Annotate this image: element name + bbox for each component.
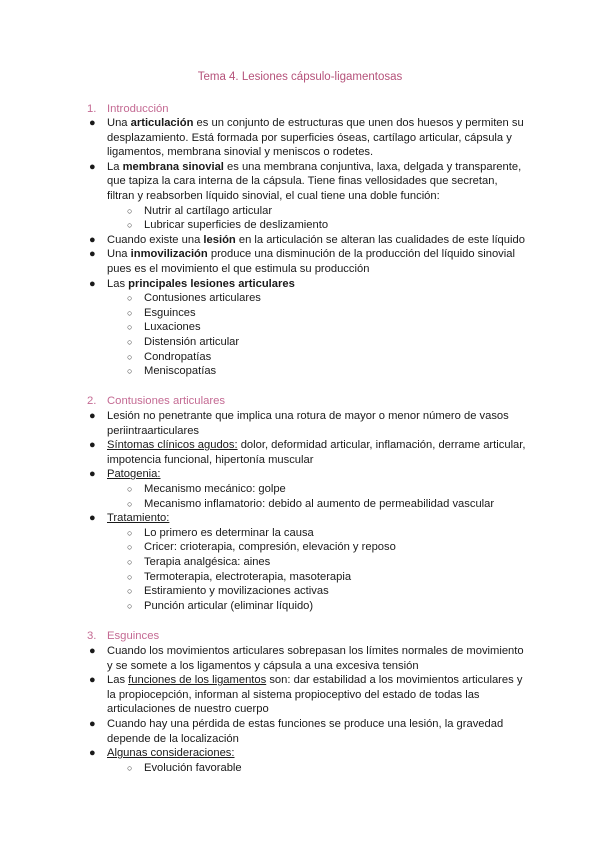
section-number: 1. [87,103,97,115]
sub-item-text: Esguinces [144,306,196,319]
sub-list-item [87,761,527,776]
sub-list-item [87,204,527,219]
item-bold-text: lesión [203,233,236,246]
item-bold-text: principales lesiones articulares [128,277,295,290]
item-text: Una [107,248,131,261]
circle-bullet-icon: ○ [127,498,133,509]
list-item [87,277,527,292]
item-underlined-text: Algunas consideraciones: [107,747,235,760]
item-text: es un conjunto de estructuras que unen dos huesos y permiten su desplazamiento. Está formada por superficies óseas, cartílago articular, cápsula y ligamentos, membrana sinovial y meniscos o rodetes. [107,117,524,159]
circle-bullet-icon: ○ [127,483,133,494]
item-text: produce una disminución de la producción del líquido sinovial pues es el movimiento el que estimula su producción [107,248,515,275]
item-bold-text: inmovilización [130,248,208,261]
sub-list-item [87,526,527,541]
bullet-icon: ● [89,645,96,657]
section-body-esguinces [87,644,527,775]
bullet-icon: ● [89,117,96,129]
item-text: es una membrana conjuntiva, laxa, delgada y transparente, que tapiza la cara interna de la cápsula. Tiene finas vellosidades que secretan, filtran y reabsorben líquido sinovial, el cual tiene una doble función: [107,160,522,202]
circle-bullet-icon: ○ [127,205,133,216]
list-item [87,717,527,746]
sub-list-item [87,364,527,379]
list-item [87,116,527,160]
sub-list-item [87,335,527,350]
sub-list-item [87,497,527,512]
item-text: Cuando existe una [107,233,204,246]
section-body-introduccion [87,116,527,379]
circle-bullet-icon: ○ [127,351,133,362]
section-title: Esguinces [107,630,160,642]
sub-list-item [87,291,527,306]
sub-item-text: Contusiones articulares [144,292,261,305]
sub-item-text: Distensión articular [144,335,240,348]
sub-list-item [87,350,527,365]
item-text: Cuando hay una pérdida de estas funciones se produce una lesión, la gravedad depende de la localización [107,717,504,745]
item-bold-text: membrana sinovial [122,160,224,173]
item-text: La [107,160,123,173]
bullet-icon: ● [89,277,96,290]
sub-list-item [87,570,527,585]
circle-bullet-icon: ○ [127,556,133,567]
sub-item-text: Mecanismo mecánico: golpe [144,482,286,495]
circle-bullet-icon: ○ [127,542,133,553]
item-text: dolor, deformidad articular, inflamación, derrame articular, impotencia funcional, hipertonía muscular [107,439,526,466]
circle-bullet-icon: ○ [127,527,133,538]
list-item [87,438,527,467]
sub-list-item [87,599,527,614]
sub-list-item [87,555,527,570]
sub-item-text: Terapia analgésica: aines [144,555,271,568]
bullet-icon: ● [89,410,96,422]
list-item [87,247,527,276]
bullet-icon: ● [89,468,96,481]
bullet-icon: ● [89,233,96,246]
item-text: Lesión no penetrante que implica una rotura de mayor o menor número de vasos periintraarticulares [107,410,509,437]
item-text: Cuando los movimientos articulares sobrepasan los límites normales de movimiento y se somete a los ligamentos y cápsula a una excesiva tensión [107,645,524,672]
circle-bullet-icon: ○ [127,307,133,318]
sub-item-text: Condropatías [144,350,212,363]
circle-bullet-icon: ○ [127,293,133,304]
document-title: Tema 4. Lesiones cápsulo-ligamentosas [197,71,403,83]
section-title: Contusiones articulares [107,395,226,407]
item-text: Las [107,674,129,687]
circle-bullet-icon: ○ [127,762,133,773]
sub-item-text: Evolución favorable [144,761,242,774]
sub-list-item [87,584,527,599]
circle-bullet-icon: ○ [127,586,133,597]
list-item [87,233,527,248]
list-item [87,511,527,526]
sub-item-text: Mecanismo inflamatorio: debido al aumento de permeabilidad vascular [144,497,495,510]
sub-item-text: Punción articular (eliminar líquido) [144,599,314,612]
sub-list-item [87,540,527,555]
section-number: 2. [87,395,97,407]
bullet-icon: ● [89,717,96,730]
bullet-icon: ● [89,512,96,525]
item-underlined-text: Patogenia: [107,468,161,481]
item-text: en la articulación se alteran las cualidades de este líquido [235,233,525,246]
sub-list-item [87,306,527,321]
circle-bullet-icon: ○ [127,571,133,582]
list-item [87,746,527,761]
circle-bullet-icon: ○ [127,600,133,611]
bullet-icon: ● [89,674,96,687]
section-heading-contusiones [87,394,225,409]
sub-item-text: Luxaciones [144,321,201,334]
item-underlined-text: Síntomas clínicos agudos: [107,439,238,452]
sub-item-text: Termoterapia, electroterapia, masoterapia [144,570,352,583]
section-title: Introducción [107,103,169,115]
sub-item-text: Estiramiento y movilizaciones activas [144,585,329,598]
list-item [87,644,527,673]
circle-bullet-icon: ○ [127,366,133,377]
item-text: Una [107,117,131,129]
list-item [87,467,527,482]
circle-bullet-icon: ○ [127,322,133,333]
bullet-icon: ● [89,439,96,452]
sub-list-item [87,218,527,233]
circle-bullet-icon: ○ [127,220,133,231]
sub-item-text: Lo primero es determinar la causa [144,526,314,539]
item-text: Las [107,277,129,290]
sub-list-item [87,482,527,497]
bullet-icon: ● [89,747,96,760]
bullet-icon: ● [89,160,96,173]
sub-item-text: Nutrir al cartílago articular [144,204,273,217]
item-underlined-text: funciones de los ligamentos [128,674,267,687]
sub-item-text: Cricer: crioterapia, compresión, elevación y reposo [144,541,396,554]
section-body-contusiones [87,409,527,613]
item-underlined-text: Tratamiento: [107,512,170,525]
sub-list-item [87,320,527,335]
section-number: 3. [87,630,97,642]
sub-item-text: Lubricar superficies de deslizamiento [144,219,329,232]
section-heading-esguinces [87,629,159,644]
circle-bullet-icon: ○ [127,336,133,347]
item-text: son: dar estabilidad a los movimientos articulares y la propiocepción, informan al sistema propioceptivo del estado de todas las articulaciones de nuestro cuerpo [107,674,523,716]
bullet-icon: ● [89,248,96,261]
list-item [87,409,527,438]
list-item [87,160,527,204]
sub-item-text: Meniscopatías [144,365,217,378]
list-item [87,673,527,717]
section-heading-introduccion [87,102,169,117]
item-bold-text: articulación [130,117,194,129]
